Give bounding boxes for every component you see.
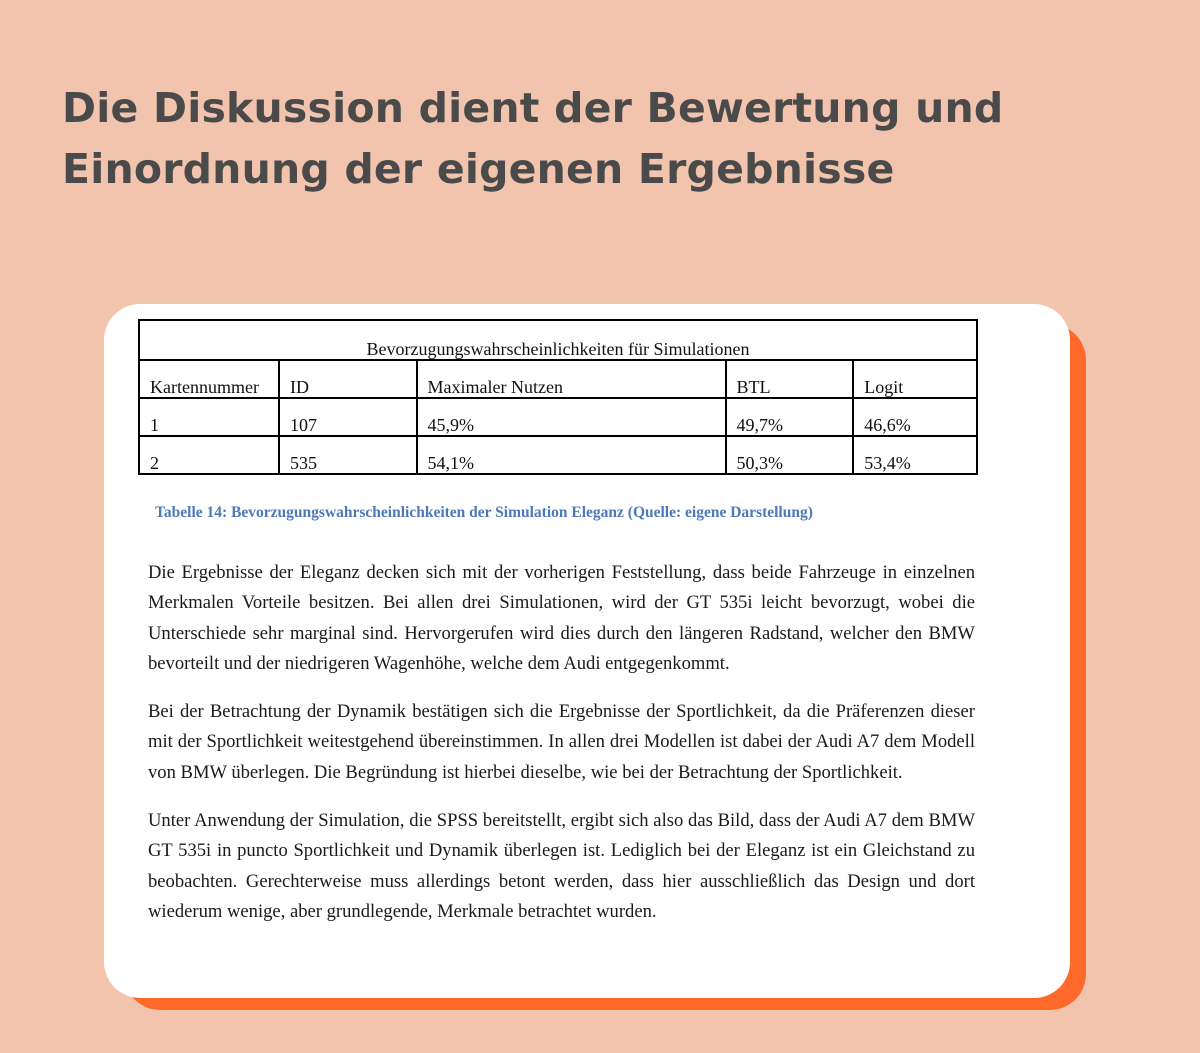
document-card xyxy=(104,304,1070,998)
table-cell: 107 xyxy=(279,398,417,436)
column-header: BTL xyxy=(726,360,854,398)
column-header: Maximaler Nutzen xyxy=(417,360,726,398)
headline-line-2: Einordnung der eigenen Ergebnisse xyxy=(62,145,895,193)
table-row xyxy=(139,436,977,474)
table-cell: 46,6% xyxy=(853,398,977,436)
table-cell: 49,7% xyxy=(726,398,854,436)
column-header: ID xyxy=(279,360,417,398)
table-title-row xyxy=(139,320,977,360)
paragraph: Unter Anwendung der Simulation, die SPSS bereitstellt, ergibt sich also das Bild, dass der Audi A7 dem BMW GT 535i in puncto Sportlichkeit und Dynamik überlegen ist. Lediglich bei der Eleganz ist ein Gleichstand zu beobachten. Gerechterweise muss allerdings betont werden, dass hier ausschließlich das Design und dort wiederum wenige, aber grundlegende, Merkmale betrachtet wurden. xyxy=(148,810,975,922)
table-row xyxy=(139,398,977,436)
table-caption: Tabelle 14: Bevorzugungswahrscheinlichkeiten der Simulation Eleganz (Quelle: eigene Darstellung) xyxy=(155,504,813,521)
body-text xyxy=(148,558,975,945)
page-headline xyxy=(62,78,1062,200)
table-title: Bevorzugungswahrscheinlichkeiten für Simulationen xyxy=(139,320,977,360)
table-header-row xyxy=(139,360,977,398)
table-cell: 54,1% xyxy=(417,436,726,474)
column-header: Logit xyxy=(853,360,977,398)
headline-line-1: Die Diskussion dient der Bewertung und xyxy=(62,84,1004,132)
table-cell: 1 xyxy=(139,398,279,436)
table-cell: 2 xyxy=(139,436,279,474)
table-cell: 45,9% xyxy=(417,398,726,436)
column-header: Kartennummer xyxy=(139,360,279,398)
table-cell: 535 xyxy=(279,436,417,474)
paragraph: Die Ergebnisse der Eleganz decken sich mit der vorherigen Feststellung, dass beide Fahrzeuge in einzelnen Merkmalen Vorteile besitzen. Bei allen drei Simulationen, wird der GT 535i leicht bevorzugt, wobei die Unterschiede sehr marginal sind. Hervorgerufen wird dies durch den längeren Radstand, welcher den BMW bevorteilt und der niedrigeren Wagenhöhe, welche dem Audi entgegenkommt. xyxy=(148,562,975,674)
simulation-table xyxy=(138,319,978,475)
table-cell: 53,4% xyxy=(853,436,977,474)
paragraph: Bei der Betrachtung der Dynamik bestätigen sich die Ergebnisse der Sportlichkeit, da die Präferenzen dieser mit der Sportlichkeit weitestgehend übereinstimmen. In allen drei Modellen ist dabei der Audi A7 dem Modell von BMW überlegen. Die Begründung ist hierbei dieselbe, wie bei der Betrachtung der Sportlichkeit. xyxy=(148,701,975,783)
table-cell: 50,3% xyxy=(726,436,854,474)
